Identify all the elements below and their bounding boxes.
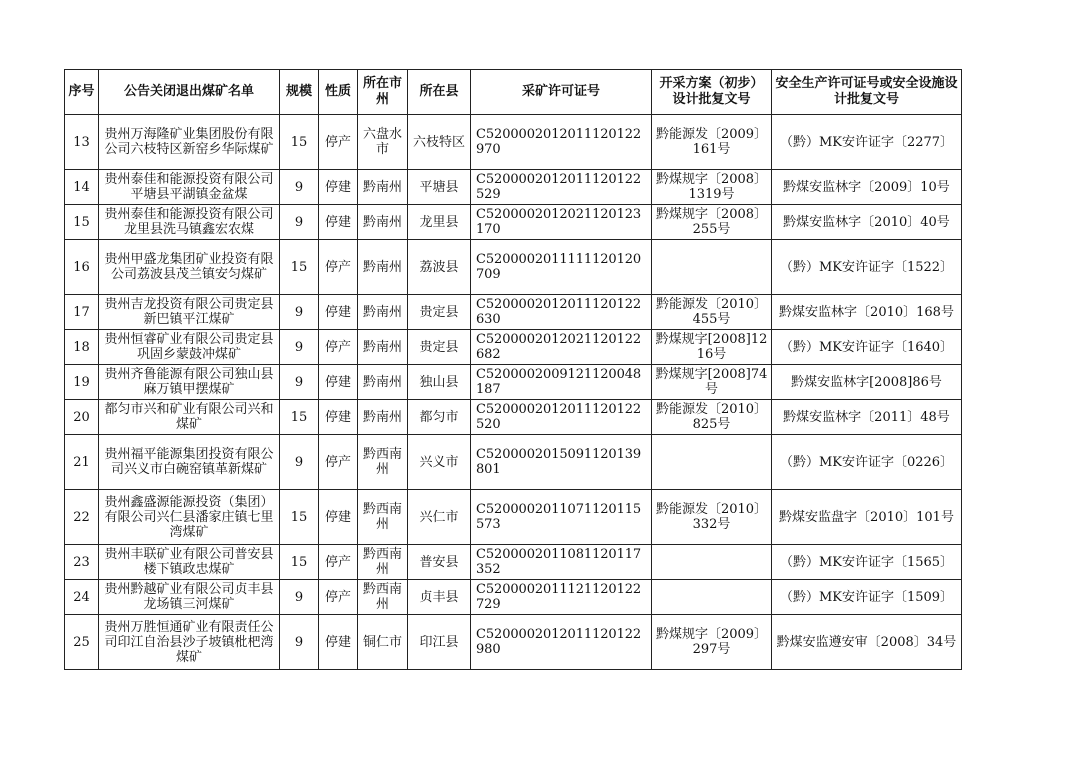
cell-name: 贵州吉龙投资有限公司贵定县新巴镇平江煤矿 <box>99 295 280 330</box>
header-name: 公告关闭退出煤矿名单 <box>99 70 280 115</box>
cell-index: 17 <box>65 295 99 330</box>
cell-scale: 9 <box>280 615 319 670</box>
cell-county: 贵定县 <box>408 330 471 365</box>
cell-city: 六盘水市 <box>358 115 408 170</box>
cell-county: 贵定县 <box>408 295 471 330</box>
cell-city: 黔南州 <box>358 365 408 400</box>
cell-license: C5200002012011120122630 <box>471 295 652 330</box>
cell-safety: 黔煤安监林字〔2011〕48号 <box>772 400 962 435</box>
cell-city: 黔西南州 <box>358 435 408 490</box>
table-row <box>65 205 962 240</box>
cell-county: 龙里县 <box>408 205 471 240</box>
cell-county: 印江县 <box>408 615 471 670</box>
cell-safety: （黔）MK安许证字〔0226〕 <box>772 435 962 490</box>
cell-name: 贵州恒睿矿业有限公司贵定县巩固乡蒙鼓冲煤矿 <box>99 330 280 365</box>
table-row <box>65 295 962 330</box>
cell-license: C5200002011081120117352 <box>471 545 652 580</box>
cell-nature: 停建 <box>319 205 358 240</box>
cell-plan <box>652 545 772 580</box>
cell-city: 黔南州 <box>358 240 408 295</box>
header-row <box>65 70 962 115</box>
cell-plan: 黔能源发〔2010〕332号 <box>652 490 772 545</box>
cell-safety: 黔煤安监林字〔2010〕168号 <box>772 295 962 330</box>
cell-scale: 9 <box>280 580 319 615</box>
cell-city: 黔南州 <box>358 400 408 435</box>
cell-index: 16 <box>65 240 99 295</box>
cell-county: 兴仁市 <box>408 490 471 545</box>
cell-index: 14 <box>65 170 99 205</box>
cell-license: C5200002012011120122529 <box>471 170 652 205</box>
cell-safety: 黔煤安监林字〔2010〕40号 <box>772 205 962 240</box>
cell-city: 黔南州 <box>358 295 408 330</box>
cell-name: 贵州万海隆矿业集团股份有限公司六枝特区新窑乡华际煤矿 <box>99 115 280 170</box>
cell-license: C5200002011071120115573 <box>471 490 652 545</box>
table-row <box>65 435 962 490</box>
cell-index: 13 <box>65 115 99 170</box>
cell-safety: （黔）MK安许证字〔1509〕 <box>772 580 962 615</box>
cell-license: C5200002012011120122980 <box>471 615 652 670</box>
cell-city: 黔南州 <box>358 205 408 240</box>
cell-license: C5200002015091120139801 <box>471 435 652 490</box>
cell-safety: 黔煤安监林字〔2009〕10号 <box>772 170 962 205</box>
cell-scale: 15 <box>280 545 319 580</box>
cell-license: C5200002012011120122520 <box>471 400 652 435</box>
header-nature: 性质 <box>319 70 358 115</box>
cell-scale: 9 <box>280 330 319 365</box>
cell-safety: 黔煤安监盘字〔2010〕101号 <box>772 490 962 545</box>
cell-index: 25 <box>65 615 99 670</box>
cell-safety: （黔）MK安许证字〔1640〕 <box>772 330 962 365</box>
header-scale: 规模 <box>280 70 319 115</box>
cell-county: 独山县 <box>408 365 471 400</box>
cell-plan: 黔煤规字〔2008〕255号 <box>652 205 772 240</box>
cell-name: 贵州泰佳和能源投资有限公司龙里县洗马镇鑫宏农煤 <box>99 205 280 240</box>
cell-scale: 9 <box>280 365 319 400</box>
cell-city: 黔南州 <box>358 170 408 205</box>
cell-plan: 黔煤规字[2008]74号 <box>652 365 772 400</box>
cell-nature: 停建 <box>319 490 358 545</box>
cell-county: 兴义市 <box>408 435 471 490</box>
cell-county: 荔波县 <box>408 240 471 295</box>
cell-license: C5200002012021120123170 <box>471 205 652 240</box>
cell-plan: 黔能源发〔2010〕455号 <box>652 295 772 330</box>
header-safety: 安全生产许可证号或安全设施设计批复文号 <box>772 70 962 115</box>
cell-name: 贵州齐鲁能源有限公司独山县麻万镇甲摆煤矿 <box>99 365 280 400</box>
table-row <box>65 240 962 295</box>
cell-index: 15 <box>65 205 99 240</box>
cell-safety: （黔）MK安许证字〔2277〕 <box>772 115 962 170</box>
cell-nature: 停建 <box>319 295 358 330</box>
cell-license: C5200002012011120122970 <box>471 115 652 170</box>
header-index: 序号 <box>65 70 99 115</box>
cell-scale: 9 <box>280 170 319 205</box>
table-row <box>65 365 962 400</box>
cell-license: C5200002011111120120709 <box>471 240 652 295</box>
cell-license: C5200002011121120122729 <box>471 580 652 615</box>
cell-plan: 黔煤规字〔2009〕297号 <box>652 615 772 670</box>
cell-scale: 15 <box>280 115 319 170</box>
cell-name: 贵州丰联矿业有限公司普安县楼下镇政忠煤矿 <box>99 545 280 580</box>
cell-plan <box>652 580 772 615</box>
cell-plan: 黔能源发〔2010〕825号 <box>652 400 772 435</box>
cell-name: 贵州鑫盛源能源投资（集团）有限公司兴仁县潘家庄镇七里湾煤矿 <box>99 490 280 545</box>
cell-city: 黔西南州 <box>358 580 408 615</box>
cell-index: 22 <box>65 490 99 545</box>
cell-city: 黔西南州 <box>358 545 408 580</box>
cell-index: 23 <box>65 545 99 580</box>
cell-scale: 9 <box>280 435 319 490</box>
table-row <box>65 115 962 170</box>
cell-county: 普安县 <box>408 545 471 580</box>
table-row <box>65 400 962 435</box>
cell-index: 18 <box>65 330 99 365</box>
cell-scale: 15 <box>280 490 319 545</box>
cell-county: 平塘县 <box>408 170 471 205</box>
cell-index: 24 <box>65 580 99 615</box>
cell-nature: 停建 <box>319 170 358 205</box>
table-body <box>65 115 962 670</box>
cell-county: 六枝特区 <box>408 115 471 170</box>
cell-nature: 停产 <box>319 330 358 365</box>
cell-license: C5200002009121120048187 <box>471 365 652 400</box>
cell-scale: 9 <box>280 205 319 240</box>
header-license: 采矿许可证号 <box>471 70 652 115</box>
header-county: 所在县 <box>408 70 471 115</box>
cell-safety: 黔煤安监林字[2008]86号 <box>772 365 962 400</box>
cell-index: 19 <box>65 365 99 400</box>
cell-safety: （黔）MK安许证字〔1565〕 <box>772 545 962 580</box>
cell-name: 都匀市兴和矿业有限公司兴和煤矿 <box>99 400 280 435</box>
table-row <box>65 490 962 545</box>
cell-plan: 黔煤规字〔2008〕1319号 <box>652 170 772 205</box>
cell-name: 贵州福平能源集团投资有限公司兴义市白碗窑镇革新煤矿 <box>99 435 280 490</box>
cell-county: 贞丰县 <box>408 580 471 615</box>
cell-scale: 15 <box>280 240 319 295</box>
cell-city: 黔西南州 <box>358 490 408 545</box>
cell-nature: 停产 <box>319 435 358 490</box>
cell-scale: 9 <box>280 295 319 330</box>
cell-nature: 停产 <box>319 545 358 580</box>
cell-name: 贵州黔越矿业有限公司贞丰县龙场镇三河煤矿 <box>99 580 280 615</box>
table-row <box>65 580 962 615</box>
cell-city: 铜仁市 <box>358 615 408 670</box>
cell-safety: （黔）MK安许证字〔1522〕 <box>772 240 962 295</box>
cell-name: 贵州万胜恒通矿业有限责任公司印江自治县沙子坡镇枇杷湾煤矿 <box>99 615 280 670</box>
cell-city: 黔南州 <box>358 330 408 365</box>
table-row <box>65 170 962 205</box>
header-city: 所在市州 <box>358 70 408 115</box>
cell-nature: 停产 <box>319 580 358 615</box>
cell-nature: 停建 <box>319 615 358 670</box>
cell-county: 都匀市 <box>408 400 471 435</box>
cell-nature: 停建 <box>319 365 358 400</box>
cell-nature: 停产 <box>319 115 358 170</box>
table-row <box>65 330 962 365</box>
cell-index: 20 <box>65 400 99 435</box>
cell-name: 贵州泰佳和能源投资有限公司平塘县平湖镇金盆煤 <box>99 170 280 205</box>
table-row <box>65 545 962 580</box>
cell-safety: 黔煤安监遵安审〔2008〕34号 <box>772 615 962 670</box>
header-plan: 开采方案（初步）设计批复文号 <box>652 70 772 115</box>
cell-index: 21 <box>65 435 99 490</box>
cell-license: C5200002012021120122682 <box>471 330 652 365</box>
cell-nature: 停产 <box>319 240 358 295</box>
cell-nature: 停建 <box>319 400 358 435</box>
cell-plan: 黔能源发〔2009〕161号 <box>652 115 772 170</box>
cell-scale: 15 <box>280 400 319 435</box>
cell-plan: 黔煤规字[2008]1216号 <box>652 330 772 365</box>
coal-mine-closure-table <box>64 69 962 670</box>
cell-plan <box>652 435 772 490</box>
cell-name: 贵州甲盛龙集团矿业投资有限公司荔波县茂兰镇安匀煤矿 <box>99 240 280 295</box>
cell-plan <box>652 240 772 295</box>
table-row <box>65 615 962 670</box>
